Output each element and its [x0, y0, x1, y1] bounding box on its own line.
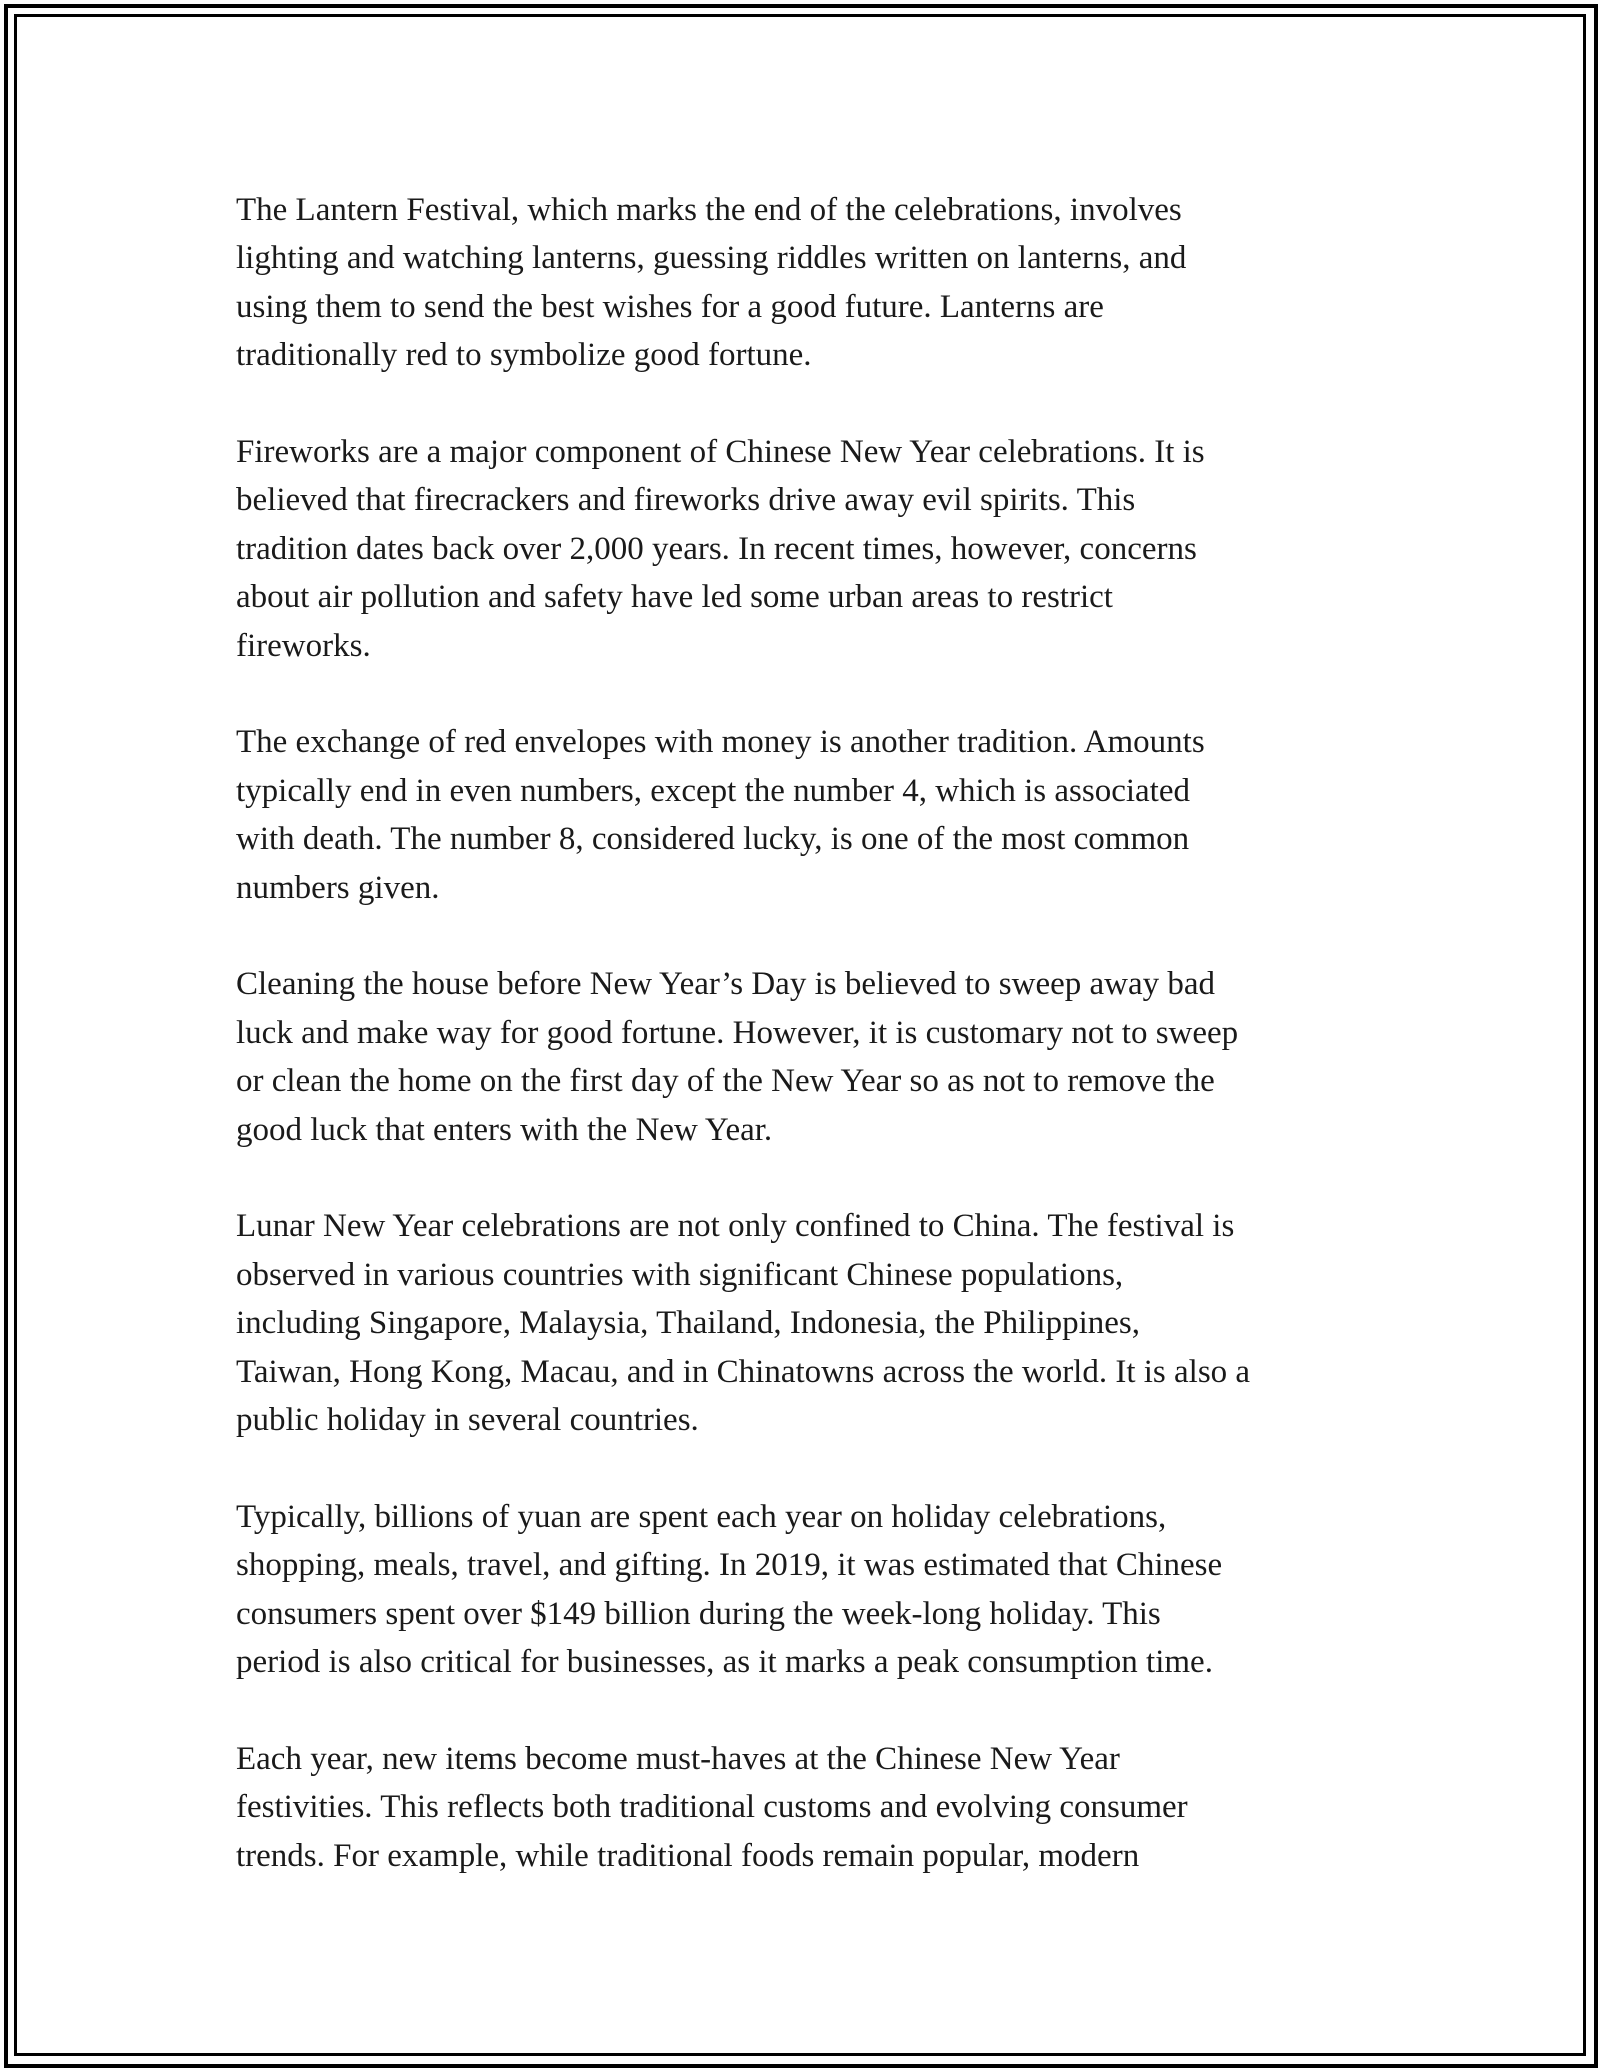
- paragraph-cleaning: Cleaning the house before New Year’s Day is believed to sweep away bad luck and make way for good fortune. However, it is customary not to sweep or clean the home on the first day of the New Year so as not to remove the good luck that enters with the New Year.: [236, 966, 1239, 1148]
- paragraph-lantern-festival: The Lantern Festival, which marks the end of the celebrations, involves lighting and watching lanterns, guessing riddles written on lanterns, and using them to send the best wishes for a good future. Lanterns are traditionally red to symbolize good fortune.: [236, 192, 1187, 374]
- document-body: [236, 186, 1376, 1929]
- paragraph-red-envelopes: The exchange of red envelopes with money is another tradition. Amounts typically end in even numbers, except the number 4, which is associated with death. The number 8, considered lucky, is one of the most common numbers given.: [236, 724, 1205, 906]
- paragraph-fireworks: Fireworks are a major component of Chinese New Year celebrations. It is believed that firecrackers and fireworks drive away evil spirits. This tradition dates back over 2,000 years. In recent times, however, concerns about air pollution and safety have led some urban areas to restrict fireworks.: [236, 434, 1205, 664]
- paragraph-must-haves: Each year, new items become must-haves at the Chinese New Year festivities. This reflects both traditional customs and evolving consumer trends. For example, while traditional foods remain popular, modern: [236, 1740, 1188, 1874]
- paragraph-lunar-new-year-countries: Lunar New Year celebrations are not only confined to China. The festival is observed in various countries with significant Chinese populations, including Singapore, Malaysia, Thailand, Indonesia, the Philippines, Taiwan, Hong Kong, Macau, and in Chinatowns across the world. It is also a public holiday in several countries.: [236, 1208, 1251, 1439]
- paragraph-spending: Typically, billions of yuan are spent each year on holiday celebrations, shopping, meals, travel, and gifting. In 2019, it was estimated that Chinese consumers spent over $149 billion during the week-long holiday. This period is also critical for businesses, as it marks a peak consumption time.: [236, 1498, 1223, 1681]
